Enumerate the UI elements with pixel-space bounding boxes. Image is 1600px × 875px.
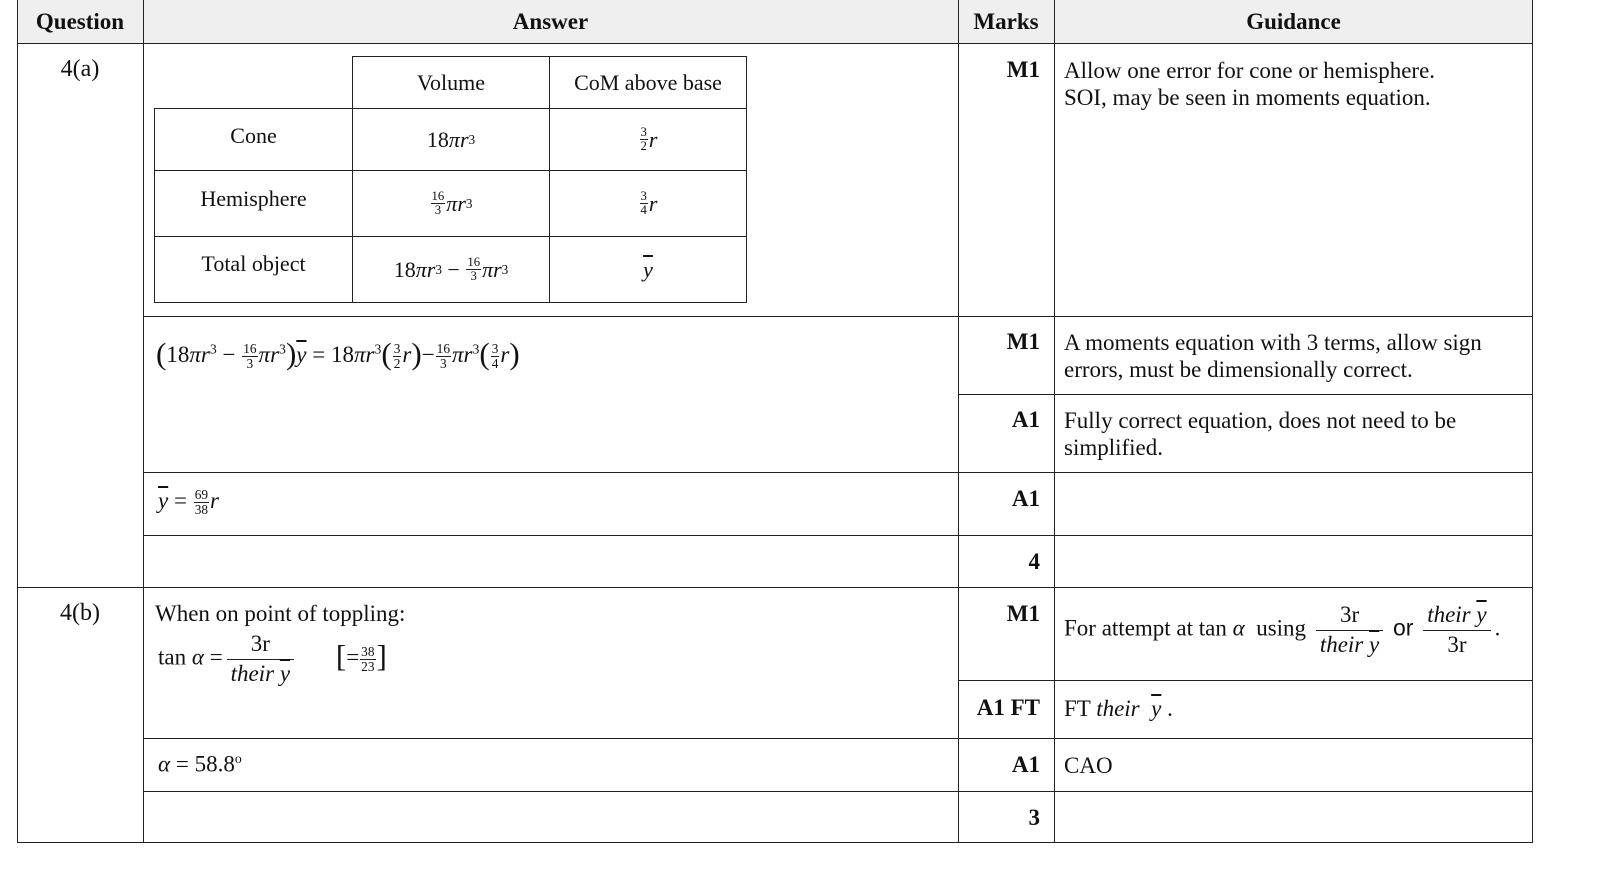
- guidance-4b-1: For attempt at tan α using 3r their $\overline{y}$ or their $\overline{y}$ 3r .: [1064, 602, 1501, 657]
- ybar-result: $\overline{y}$ = $\frac{69}{38}$ r: [158, 487, 219, 518]
- guidance-4a-1: Allow one error for cone or hemisphere. SOI, may be seen in moments equation.: [1064, 58, 1436, 110]
- tan-equation: tan α = 3r their $\overline{y}$ [= $\frac{38}{23}$ ]: [158, 631, 387, 686]
- mark-4a-2: M1: [1006, 329, 1040, 354]
- guidance-4b-3: CAO: [1064, 753, 1113, 778]
- header-marks: Marks: [958, 0, 1054, 44]
- mark-4a-1: M1: [1006, 57, 1040, 82]
- header-question: Question: [17, 0, 143, 44]
- question-label-4b: 4(b): [60, 600, 100, 626]
- row-name-hemisphere: Hemisphere: [154, 170, 353, 237]
- header-guidance: Guidance: [1054, 0, 1533, 44]
- row-name-cone: Cone: [154, 108, 353, 171]
- toppling-intro: When on point of toppling:: [155, 601, 406, 626]
- mark-4b-2: A1 FT: [976, 695, 1040, 720]
- col-header-volume: Volume: [352, 56, 550, 109]
- mark-4b-3: A1: [1011, 752, 1040, 777]
- alpha-result: α = 58.8$^o$: [158, 751, 242, 777]
- total-volume: 18 π r 3 − $\frac{16}{3}$ π r 3: [352, 236, 550, 303]
- mark-4a-4: A1: [1011, 486, 1040, 511]
- guidance-4b-2: FT their $\overline{y}$ .: [1064, 696, 1173, 721]
- hemisphere-com: $\frac{3}{4}$ r: [549, 170, 747, 237]
- mark-4b-1: M1: [1006, 601, 1040, 626]
- total-4b: 3: [1028, 805, 1040, 830]
- hemisphere-volume: $\frac{16}{3}$ π r 3: [352, 170, 550, 237]
- guidance-4a-3: Fully correct equation, does not need to be simplified.: [1064, 408, 1457, 460]
- total-4a: 4: [1028, 549, 1040, 574]
- moments-equation: ($18\pi r^3$ − $\frac{16}{3}$ $\pi r^3)\overline{y} = 18\pi r^3$( $\frac{3}{2}$ r)− $\frac{16}{3}$ $\pi r^3$( $\frac{3}{4}$ r): [156, 336, 520, 372]
- guidance-4a-2: A moments equation with 3 terms, allow sign errors, must be dimensionally correct.: [1064, 330, 1482, 382]
- header-answer: Answer: [143, 0, 958, 44]
- cone-volume: 18 π r 3: [352, 108, 550, 171]
- row-name-total: Total object: [154, 236, 353, 303]
- total-com: $\overline{y}$: [549, 236, 747, 303]
- col-header-com: CoM above base: [549, 56, 747, 109]
- cone-com: $\frac{3}{2}$ r: [549, 108, 747, 171]
- mark-4a-3: A1: [1011, 407, 1040, 432]
- question-label-4a: 4(a): [60, 56, 100, 82]
